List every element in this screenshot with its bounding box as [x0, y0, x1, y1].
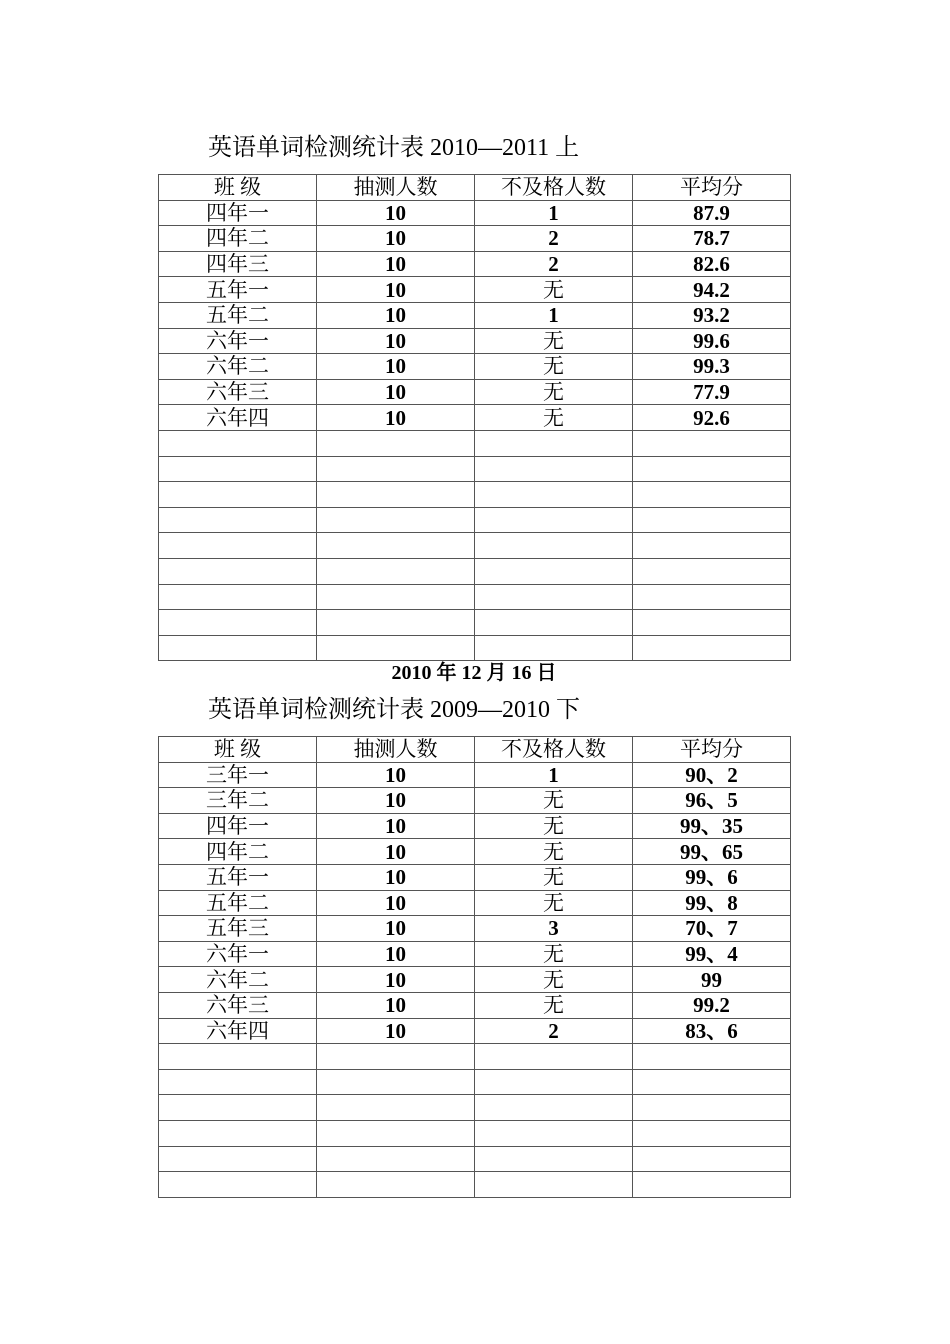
- cell-class: 四年二: [159, 839, 317, 865]
- table-row: [159, 328, 791, 354]
- cell-class: 六年一: [159, 941, 317, 967]
- cell-class: 六年二: [159, 967, 317, 993]
- table-header-row: [159, 737, 791, 763]
- header-tested-count: 抽测人数: [317, 737, 475, 763]
- cell-fail-count: 无: [475, 992, 633, 1018]
- empty-cell: [633, 1095, 791, 1121]
- empty-cell: [633, 1069, 791, 1095]
- empty-cell: [159, 635, 317, 661]
- table-row: [159, 890, 791, 916]
- stats-table-2009-2010: [158, 736, 791, 1198]
- cell-class: 五年二: [159, 302, 317, 328]
- cell-tested-count: 10: [317, 813, 475, 839]
- cell-average: 99: [633, 967, 791, 993]
- header-average: 平均分: [633, 175, 791, 201]
- table-row: [159, 762, 791, 788]
- cell-fail-count: 2: [475, 251, 633, 277]
- empty-cell: [159, 1069, 317, 1095]
- empty-table-row: [159, 1172, 791, 1198]
- cell-tested-count: 10: [317, 302, 475, 328]
- empty-cell: [633, 584, 791, 610]
- cell-tested-count: 10: [317, 916, 475, 942]
- empty-cell: [317, 482, 475, 508]
- table-row: [159, 302, 791, 328]
- cell-average: 92.6: [633, 405, 791, 431]
- cell-fail-count: 无: [475, 379, 633, 405]
- table-header-row: [159, 175, 791, 201]
- cell-fail-count: 3: [475, 916, 633, 942]
- header-class: 班 级: [159, 737, 317, 763]
- cell-average: 77.9: [633, 379, 791, 405]
- empty-cell: [159, 1172, 317, 1198]
- empty-table-row: [159, 507, 791, 533]
- empty-cell: [317, 1146, 475, 1172]
- empty-cell: [633, 533, 791, 559]
- table-row: [159, 788, 791, 814]
- empty-table-row: [159, 584, 791, 610]
- cell-average: 78.7: [633, 226, 791, 252]
- empty-cell: [475, 1095, 633, 1121]
- table-row: [159, 839, 791, 865]
- cell-average: 99.2: [633, 992, 791, 1018]
- cell-class: 六年一: [159, 328, 317, 354]
- table-row: [159, 916, 791, 942]
- empty-cell: [475, 456, 633, 482]
- cell-class: 五年一: [159, 864, 317, 890]
- empty-cell: [317, 1172, 475, 1198]
- table-row: [159, 277, 791, 303]
- header-tested-count: 抽测人数: [317, 175, 475, 201]
- empty-cell: [633, 1120, 791, 1146]
- empty-cell: [475, 635, 633, 661]
- empty-table-row: [159, 482, 791, 508]
- cell-fail-count: 无: [475, 967, 633, 993]
- cell-fail-count: 无: [475, 328, 633, 354]
- cell-average: 94.2: [633, 277, 791, 303]
- cell-tested-count: 10: [317, 890, 475, 916]
- cell-class: 五年二: [159, 890, 317, 916]
- cell-average: 93.2: [633, 302, 791, 328]
- empty-cell: [317, 1069, 475, 1095]
- empty-table-row: [159, 1069, 791, 1095]
- empty-cell: [633, 1044, 791, 1070]
- empty-table-row: [159, 430, 791, 456]
- cell-class: 三年二: [159, 788, 317, 814]
- header-fail-count: 不及格人数: [475, 175, 633, 201]
- cell-fail-count: 无: [475, 354, 633, 380]
- cell-tested-count: 10: [317, 839, 475, 865]
- cell-class: 四年三: [159, 251, 317, 277]
- cell-tested-count: 10: [317, 405, 475, 431]
- empty-cell: [633, 456, 791, 482]
- cell-fail-count: 无: [475, 813, 633, 839]
- empty-cell: [475, 507, 633, 533]
- empty-cell: [159, 610, 317, 636]
- cell-fail-count: 无: [475, 941, 633, 967]
- empty-cell: [475, 558, 633, 584]
- empty-cell: [159, 1095, 317, 1121]
- table-row: [159, 405, 791, 431]
- cell-tested-count: 10: [317, 226, 475, 252]
- empty-cell: [475, 430, 633, 456]
- empty-cell: [159, 430, 317, 456]
- cell-class: 六年四: [159, 405, 317, 431]
- cell-tested-count: 10: [317, 200, 475, 226]
- empty-cell: [633, 610, 791, 636]
- cell-class: 五年三: [159, 916, 317, 942]
- cell-fail-count: 1: [475, 302, 633, 328]
- empty-cell: [633, 507, 791, 533]
- cell-tested-count: 10: [317, 328, 475, 354]
- stats-table-2010-2011: [158, 174, 791, 661]
- cell-fail-count: 2: [475, 226, 633, 252]
- cell-class: 四年二: [159, 226, 317, 252]
- empty-cell: [159, 482, 317, 508]
- cell-fail-count: 无: [475, 890, 633, 916]
- empty-cell: [159, 558, 317, 584]
- cell-tested-count: 10: [317, 1018, 475, 1044]
- cell-average: 99.3: [633, 354, 791, 380]
- empty-cell: [159, 1146, 317, 1172]
- cell-tested-count: 10: [317, 788, 475, 814]
- table-row: [159, 992, 791, 1018]
- cell-tested-count: 10: [317, 379, 475, 405]
- empty-cell: [317, 533, 475, 559]
- empty-cell: [159, 533, 317, 559]
- cell-tested-count: 10: [317, 762, 475, 788]
- cell-average: 99、65: [633, 839, 791, 865]
- table-row: [159, 1018, 791, 1044]
- empty-cell: [159, 1044, 317, 1070]
- empty-cell: [317, 1095, 475, 1121]
- empty-cell: [633, 1172, 791, 1198]
- table2-title: 英语单词检测统计表 2009—2010 下: [208, 697, 580, 723]
- cell-average: 70、7: [633, 916, 791, 942]
- empty-cell: [475, 610, 633, 636]
- cell-average: 99、35: [633, 813, 791, 839]
- empty-table-row: [159, 533, 791, 559]
- empty-table-row: [159, 558, 791, 584]
- table-row: [159, 941, 791, 967]
- cell-tested-count: 10: [317, 941, 475, 967]
- cell-tested-count: 10: [317, 967, 475, 993]
- empty-cell: [159, 456, 317, 482]
- cell-class: 六年二: [159, 354, 317, 380]
- cell-fail-count: 1: [475, 762, 633, 788]
- empty-cell: [317, 1120, 475, 1146]
- empty-cell: [159, 584, 317, 610]
- empty-cell: [317, 430, 475, 456]
- empty-cell: [159, 507, 317, 533]
- empty-table-row: [159, 1044, 791, 1070]
- empty-cell: [317, 584, 475, 610]
- empty-cell: [475, 1146, 633, 1172]
- cell-average: 99、6: [633, 864, 791, 890]
- cell-fail-count: 无: [475, 405, 633, 431]
- cell-average: 87.9: [633, 200, 791, 226]
- cell-average: 96、5: [633, 788, 791, 814]
- empty-cell: [317, 456, 475, 482]
- table-row: [159, 813, 791, 839]
- cell-average: 99.6: [633, 328, 791, 354]
- table-row: [159, 864, 791, 890]
- cell-class: 六年三: [159, 379, 317, 405]
- cell-tested-count: 10: [317, 251, 475, 277]
- cell-tested-count: 10: [317, 354, 475, 380]
- empty-table-row: [159, 1146, 791, 1172]
- cell-fail-count: 无: [475, 277, 633, 303]
- empty-table-row: [159, 1120, 791, 1146]
- empty-cell: [475, 1120, 633, 1146]
- empty-table-row: [159, 610, 791, 636]
- cell-class: 五年一: [159, 277, 317, 303]
- empty-cell: [475, 1172, 633, 1198]
- empty-cell: [633, 558, 791, 584]
- empty-cell: [317, 610, 475, 636]
- cell-average: 83、6: [633, 1018, 791, 1044]
- cell-fail-count: 无: [475, 864, 633, 890]
- table-row: [159, 967, 791, 993]
- cell-class: 六年三: [159, 992, 317, 1018]
- table-row: [159, 251, 791, 277]
- cell-fail-count: 1: [475, 200, 633, 226]
- empty-cell: [475, 482, 633, 508]
- empty-cell: [317, 558, 475, 584]
- cell-class: 四年一: [159, 200, 317, 226]
- empty-cell: [633, 1146, 791, 1172]
- cell-tested-count: 10: [317, 992, 475, 1018]
- empty-cell: [633, 482, 791, 508]
- empty-cell: [159, 1120, 317, 1146]
- table-row: [159, 226, 791, 252]
- cell-average: 99、4: [633, 941, 791, 967]
- cell-tested-count: 10: [317, 277, 475, 303]
- empty-cell: [317, 635, 475, 661]
- empty-cell: [475, 584, 633, 610]
- table-row: [159, 354, 791, 380]
- table-row: [159, 379, 791, 405]
- cell-fail-count: 无: [475, 839, 633, 865]
- cell-average: 90、2: [633, 762, 791, 788]
- cell-fail-count: 无: [475, 788, 633, 814]
- empty-cell: [475, 1069, 633, 1095]
- empty-cell: [317, 1044, 475, 1070]
- empty-cell: [633, 430, 791, 456]
- cell-class: 三年一: [159, 762, 317, 788]
- empty-cell: [317, 507, 475, 533]
- empty-cell: [633, 635, 791, 661]
- cell-class: 六年四: [159, 1018, 317, 1044]
- header-fail-count: 不及格人数: [475, 737, 633, 763]
- empty-table-row: [159, 635, 791, 661]
- cell-class: 四年一: [159, 813, 317, 839]
- cell-tested-count: 10: [317, 864, 475, 890]
- date-line: 2010 年 12 月 16 日: [391, 662, 557, 684]
- empty-table-row: [159, 456, 791, 482]
- cell-fail-count: 2: [475, 1018, 633, 1044]
- header-average: 平均分: [633, 737, 791, 763]
- table1-title: 英语单词检测统计表 2010—2011 上: [208, 135, 580, 161]
- empty-cell: [475, 533, 633, 559]
- table-row: [159, 200, 791, 226]
- cell-average: 99、8: [633, 890, 791, 916]
- cell-average: 82.6: [633, 251, 791, 277]
- empty-cell: [475, 1044, 633, 1070]
- header-class: 班 级: [159, 175, 317, 201]
- empty-table-row: [159, 1095, 791, 1121]
